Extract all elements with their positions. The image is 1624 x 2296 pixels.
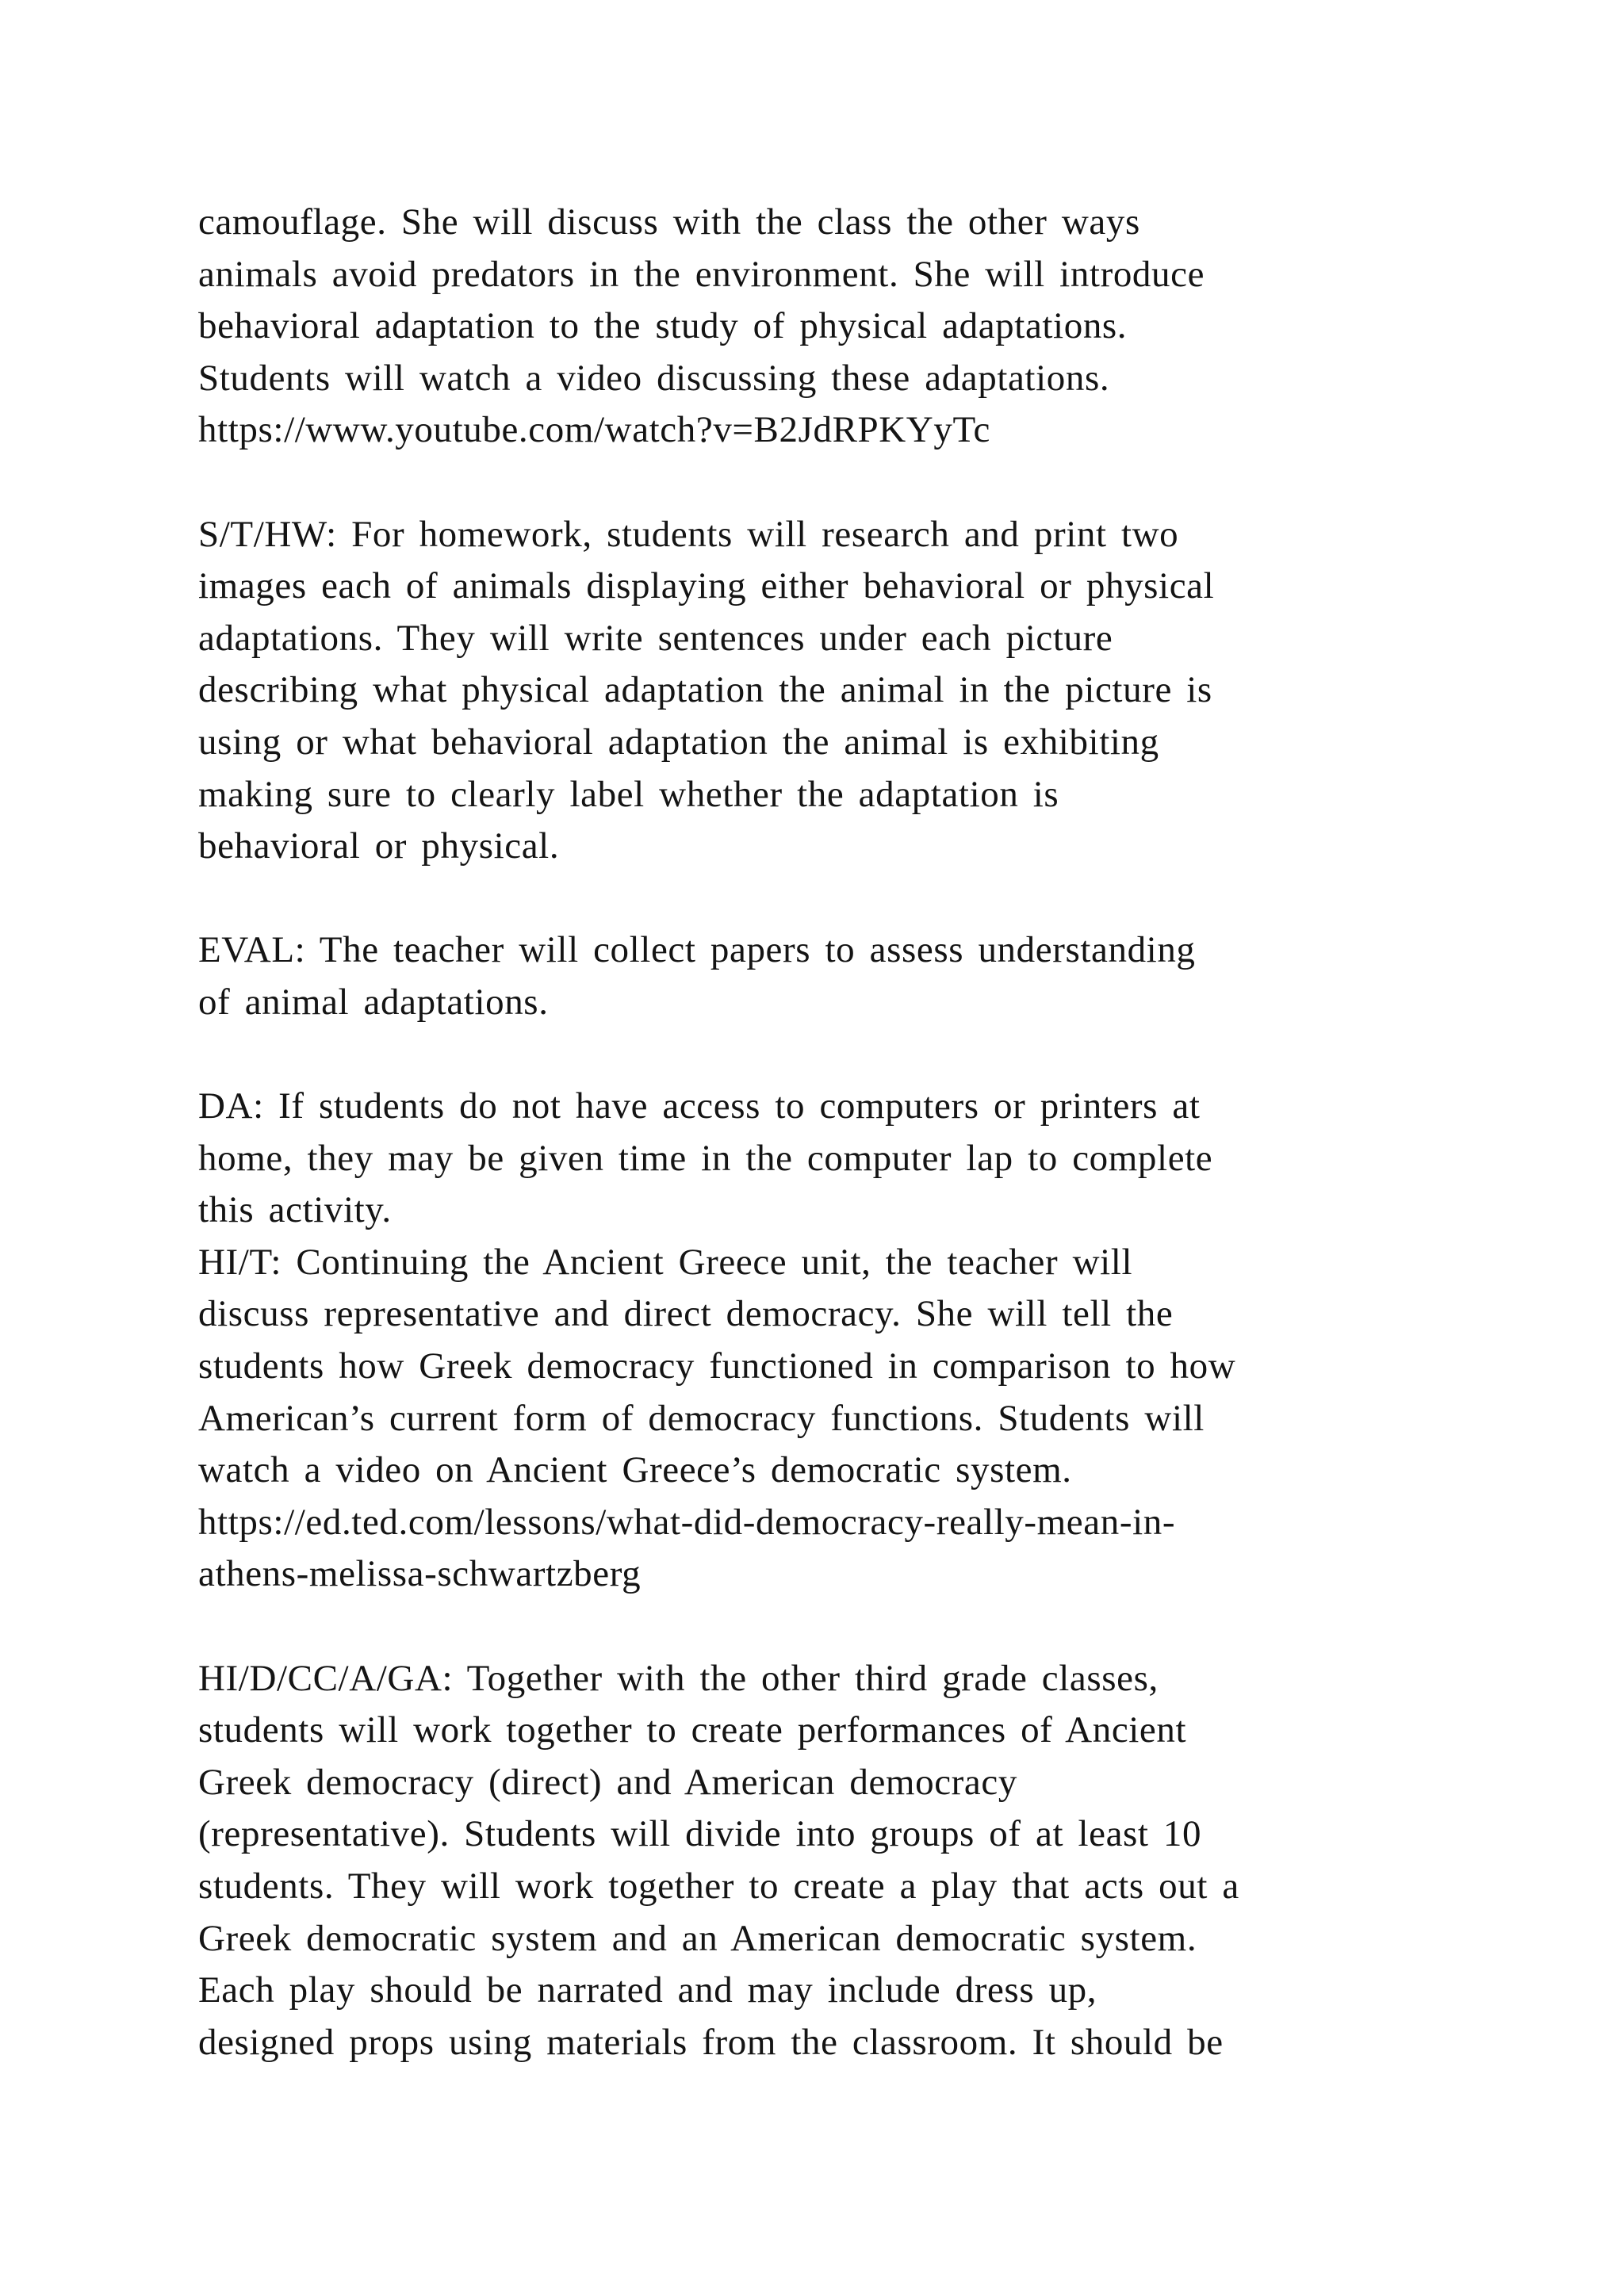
paragraph-camouflage xyxy=(198,197,1435,457)
text-line: animals avoid predators in the environment. She will introduce xyxy=(198,253,1205,295)
text-line: behavioral adaptation to the study of physical adaptations. xyxy=(198,305,1128,347)
text-line: using or what behavioral adaptation the animal is exhibiting xyxy=(198,721,1159,763)
text-line: describing what physical adaptation the animal in the picture is xyxy=(198,669,1212,711)
youtube-link-text: https://www.youtube.com/watch?v=B2JdRPKYyTc xyxy=(198,409,990,451)
text-line: images each of animals displaying either behavioral or physical xyxy=(198,565,1215,607)
text-line: this activity. xyxy=(198,1189,392,1231)
text-line: American’s current form of democracy functions. Students will xyxy=(198,1397,1205,1439)
ted-link-text: https://ed.ted.com/lessons/what-did-democracy-really-mean-in- xyxy=(198,1501,1176,1543)
text-line: making sure to clearly label whether the adaptation is xyxy=(198,773,1059,815)
paragraph-da-hit xyxy=(198,1081,1435,1601)
text-line: Each play should be narrated and may include dress up, xyxy=(198,1969,1097,2011)
text-line: HI/T: Continuing the Ancient Greece unit, the teacher will xyxy=(198,1241,1133,1283)
text-line: (representative). Students will divide into groups of at least 10 xyxy=(198,1813,1202,1855)
text-line: camouflage. She will discuss with the class the other ways xyxy=(198,201,1140,243)
document-body xyxy=(198,197,1435,2068)
text-line: behavioral or physical. xyxy=(198,825,560,867)
text-line: students. They will work together to create a play that acts out a xyxy=(198,1866,1239,1907)
paragraph-eval xyxy=(198,924,1435,1028)
text-line: DA: If students do not have access to computers or printers at xyxy=(198,1085,1201,1127)
paragraph-gap xyxy=(198,1601,1435,1653)
paragraph-homework xyxy=(198,509,1435,873)
text-line: HI/D/CC/A/GA: Together with the other third grade classes, xyxy=(198,1657,1159,1699)
text-line: students how Greek democracy functioned in comparison to how xyxy=(198,1345,1236,1387)
text-line: of animal adaptations. xyxy=(198,981,549,1023)
text-line: students will work together to create performances of Ancient xyxy=(198,1709,1187,1751)
text-line: EVAL: The teacher will collect papers to assess understanding xyxy=(198,929,1196,971)
ted-link-text: athens-melissa-schwartzberg xyxy=(198,1553,642,1595)
paragraph-gap xyxy=(198,457,1435,509)
text-line: discuss representative and direct democracy. She will tell the xyxy=(198,1293,1174,1335)
text-line: S/T/HW: For homework, students will research and print two xyxy=(198,513,1179,555)
paragraph-gap xyxy=(198,1029,1435,1081)
text-line: designed props using materials from the classroom. It should be xyxy=(198,2021,1224,2063)
paragraph-gap xyxy=(198,873,1435,925)
text-line: home, they may be given time in the computer lap to complete xyxy=(198,1137,1213,1179)
text-line: watch a video on Ancient Greece’s democratic system. xyxy=(198,1449,1072,1491)
text-line: Greek democratic system and an American democratic system. xyxy=(198,1917,1197,1959)
text-line: adaptations. They will write sentences under each picture xyxy=(198,617,1113,659)
paragraph-performances xyxy=(198,1653,1435,2069)
text-line: Students will watch a video discussing these adaptations. xyxy=(198,357,1110,399)
text-line: Greek democracy (direct) and American democracy xyxy=(198,1761,1017,1803)
